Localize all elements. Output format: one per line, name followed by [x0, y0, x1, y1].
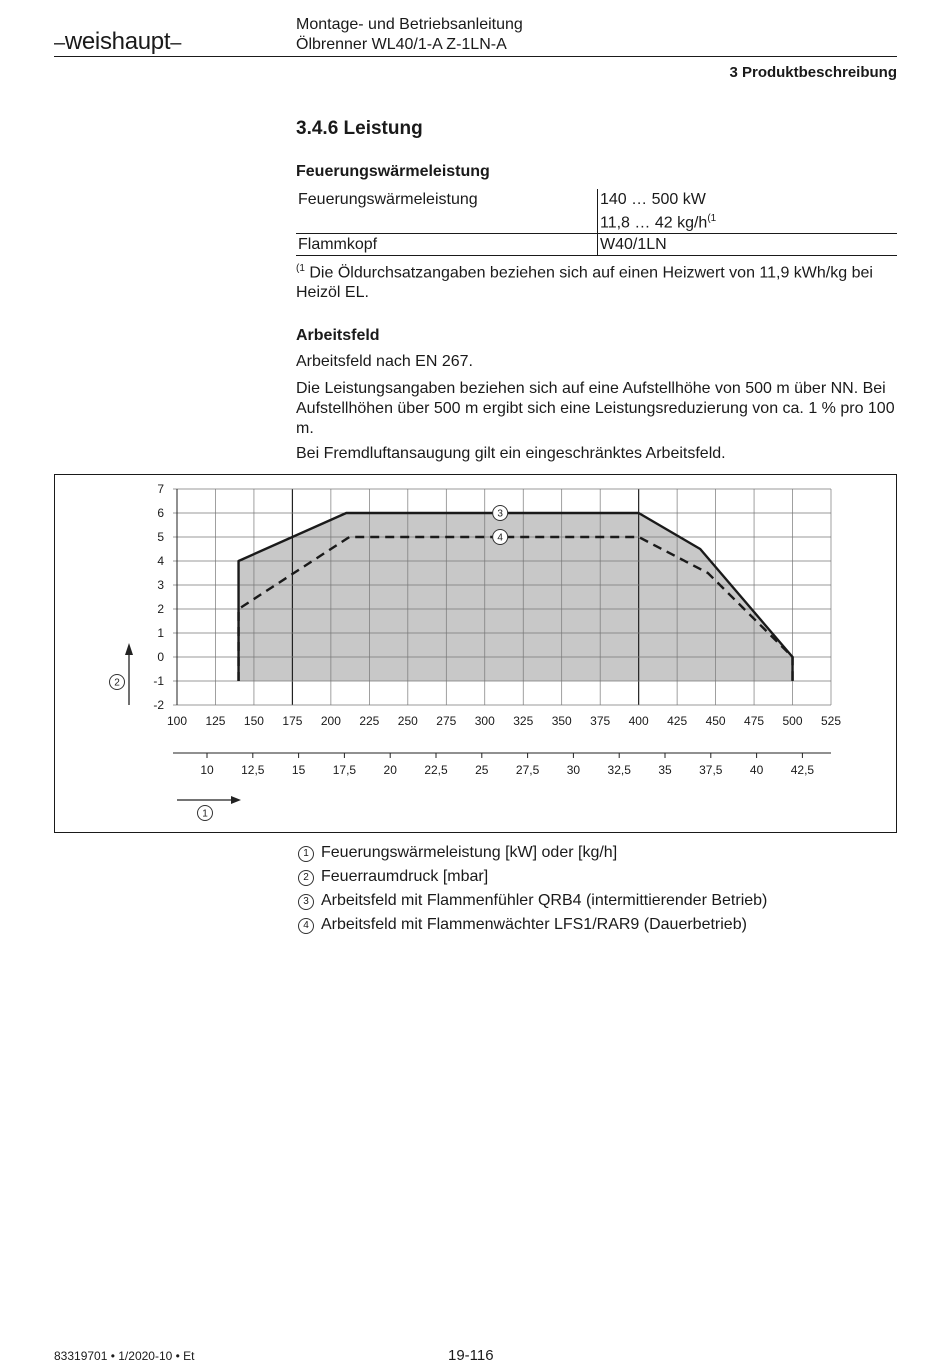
legend-item: 4 Arbeitsfeld mit Flammenwächter LFS1/RAR9 (Dauerbetrieb): [298, 916, 747, 934]
header-rule: [54, 56, 897, 57]
paragraph-external-air: Bei Fremdluftansaugung gilt ein eingeschränktes Arbeitsfeld.: [296, 445, 726, 462]
secondary-x-tick-label: 20: [383, 763, 397, 777]
x-tick-label: 525: [820, 714, 842, 728]
weishaupt-logo: –weishaupt–: [54, 28, 182, 55]
y-axis-arrowhead: [125, 643, 133, 655]
x-tick-label: 250: [397, 714, 418, 728]
page-number: 19-116: [448, 1347, 494, 1364]
table-cell-value: [598, 189, 898, 234]
x-tick-label: 300: [474, 714, 495, 728]
legend-item: 2 Feuerraumdruck [mbar]: [298, 868, 488, 886]
secondary-x-tick-label: 35: [658, 763, 672, 777]
legend-item: 1 Feuerungswärmeleistung [kW] oder [kg/h]: [298, 844, 617, 862]
secondary-x-tick-label: 17,5: [332, 763, 357, 777]
doc-title: Montage- und Betriebsanleitung: [296, 16, 523, 33]
legend-number: 4: [298, 918, 314, 934]
paragraph-altitude: Die Leistungsangaben beziehen sich auf eine Aufstellhöhe von 500 m über NN. Bei Aufstellhöhen über 500 m ergibt sich eine Leistungsreduzierung von ca. 1 % pro 100 m.: [296, 380, 895, 437]
footnote-mark: (1: [296, 263, 305, 274]
footnote: $^{(1}$ Die Öldurchsatzangaben beziehen sich auf einen Heizwert von 11,9 kWh/kg bei Heizöl EL.: [296, 263, 873, 302]
legend-item: 3 Arbeitsfeld mit Flammenfühler QRB4 (intermittierender Betrieb): [298, 892, 767, 910]
x-tick-label: 450: [705, 714, 726, 728]
power-range-kgh: 11,8 … 42 $kg/h^{(1}$: [600, 213, 717, 232]
working-field-chart: [55, 475, 896, 832]
secondary-x-tick-label: 25: [475, 763, 489, 777]
x-tick-label: 275: [436, 714, 457, 728]
x-tick-label: 425: [667, 714, 688, 728]
y-tick-label: 1: [157, 626, 164, 640]
series-marker-label: 4: [497, 532, 503, 544]
x-tick-label: 175: [282, 714, 303, 728]
power-table: [296, 189, 897, 256]
legend-number: 1: [298, 846, 314, 862]
y-tick-label: -2: [153, 698, 164, 712]
x-tick-label: 150: [243, 714, 264, 728]
footnote-ref: (1: [707, 213, 717, 224]
table-cell-label: Flammkopf: [296, 234, 598, 256]
document-number: 83319701 • 1/2020-10 • Et: [54, 1349, 195, 1363]
x-tick-label: 500: [782, 714, 803, 728]
power-subheading: Feuerungswärmeleistung: [296, 163, 490, 180]
secondary-x-tick-label: 15: [291, 763, 306, 777]
secondary-x-tick-label: 40: [749, 763, 764, 777]
y-tick-label: 3: [157, 578, 164, 592]
secondary-x-tick-label: 10: [200, 763, 214, 777]
x-tick-label: 100: [166, 714, 188, 728]
x-tick-label: 475: [744, 714, 765, 728]
x-tick-label: 375: [590, 714, 611, 728]
y-tick-label: 4: [157, 554, 164, 568]
x-axis-marker-label: 1: [202, 808, 208, 820]
y-axis-marker-label: 2: [114, 677, 120, 689]
y-tick-label: 0: [157, 650, 164, 664]
paragraph-standard: Arbeitsfeld nach EN 267.: [296, 353, 473, 370]
x-tick-label: 200: [320, 714, 341, 728]
x-tick-label: 325: [513, 714, 534, 728]
series-marker-label: 3: [497, 508, 503, 520]
secondary-x-tick-label: 37,5: [699, 763, 723, 777]
table-row: [296, 234, 897, 256]
table-cell-label: Feuerungswärmeleistung: [296, 189, 598, 234]
product-name: Ölbrenner WL40/1-A Z-1LN-A: [296, 36, 507, 53]
working-field-area: [239, 513, 793, 681]
secondary-x-tick-label: 32,5: [607, 763, 631, 777]
table-row: [296, 189, 897, 234]
y-tick-label: 5: [157, 530, 164, 544]
x-axis-arrowhead: [231, 796, 241, 804]
section-heading: 3.4.6 Leistung: [296, 118, 423, 139]
y-tick-label: 2: [157, 602, 164, 616]
secondary-x-tick-label: 22,5: [424, 763, 448, 777]
secondary-x-tick-label: 42,5: [790, 763, 815, 777]
y-tick-label: 6: [157, 506, 164, 520]
x-tick-label: 350: [551, 714, 572, 728]
power-range-kw: 140 … 500 kW: [600, 191, 706, 208]
x-tick-label: 225: [359, 714, 380, 728]
field-subheading: Arbeitsfeld: [296, 327, 380, 344]
y-tick-label: 7: [157, 482, 164, 496]
working-field-figure: [54, 474, 897, 833]
table-cell-value: W40/1LN: [598, 234, 898, 256]
secondary-x-tick-label: 30: [566, 763, 581, 777]
section-header: 3 Produktbeschreibung: [729, 64, 897, 81]
y-tick-label: -1: [153, 674, 164, 688]
legend-number: 2: [298, 870, 314, 886]
x-tick-label: 400: [628, 714, 649, 728]
x-tick-label: 125: [205, 714, 226, 728]
secondary-x-tick-label: 27,5: [515, 763, 540, 777]
secondary-x-tick-label: 12,5: [241, 763, 265, 777]
legend-number: 3: [298, 894, 314, 910]
